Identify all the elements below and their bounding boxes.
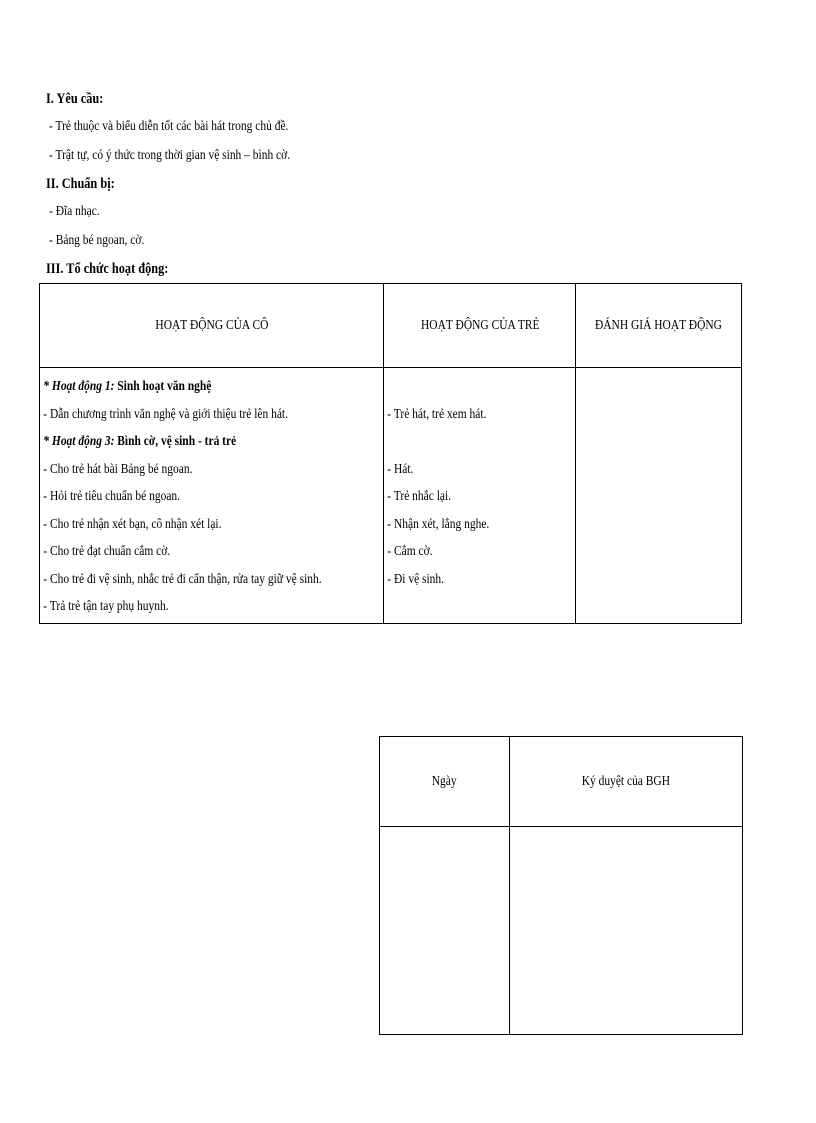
tre-line: - Hát.	[387, 461, 414, 477]
co-line: - Dẫn chương trình văn nghệ và giới thiệu trẻ lên hát.	[43, 406, 288, 422]
yeu-cau-item: - Trật tự, có ý thức trong thời gian vệ sinh – bình cờ.	[49, 148, 291, 163]
co-column	[40, 368, 384, 624]
co-line: - Cho trẻ nhận xét bạn, cô nhận xét lại.	[43, 516, 222, 532]
co-line: * Hoạt động 1: Sinh hoạt văn nghệ	[43, 379, 212, 394]
signature-body-row	[380, 827, 743, 1035]
activity-table-header-row	[40, 284, 742, 368]
chuan-bi-item: - Đĩa nhạc.	[49, 204, 100, 219]
tre-line	[384, 373, 541, 401]
header-ky-duyet: Ký duyệt của BGH	[510, 737, 743, 827]
tre-line: - Đi vệ sinh.	[387, 571, 445, 587]
ngay-cell[interactable]	[380, 827, 510, 1035]
co-line: - Cho trẻ hát bài Bảng bé ngoan.	[43, 461, 193, 477]
section-chuan-bi-title: II. Chuẩn bị:	[46, 176, 115, 192]
co-line: * Hoạt động 3: Bình cờ, vệ sinh - trả trẻ	[43, 434, 237, 449]
activity-table-body-row	[40, 368, 742, 624]
tre-column	[384, 368, 576, 624]
tre-line: - Nhận xét, lắng nghe.	[387, 516, 490, 532]
co-line: - Cho trẻ đi vệ sinh, nhắc trẻ đi cẩn thận, rửa tay giữ vệ sinh.	[43, 571, 322, 587]
tre-line: - Trẻ hát, trẻ xem hát.	[387, 406, 487, 422]
tre-line	[384, 593, 541, 621]
section-to-chuc-title: III. Tổ chức hoạt động:	[46, 261, 169, 277]
co-line: - Hỏi trẻ tiêu chuẩn bé ngoan.	[43, 489, 181, 504]
danh-gia-column	[576, 368, 742, 624]
header-hoat-dong-tre: HOẠT ĐỘNG CỦA TRẺ	[384, 284, 576, 368]
header-ngay: Ngày	[380, 737, 510, 827]
chuan-bi-item: - Bảng bé ngoan, cờ.	[49, 233, 145, 248]
signature-table	[379, 736, 743, 1035]
header-danh-gia: ĐÁNH GIÁ HOẠT ĐỘNG	[576, 284, 742, 368]
tre-line: - Cắm cờ.	[387, 544, 433, 559]
signature-header-row	[380, 737, 743, 827]
tre-line	[384, 428, 541, 456]
co-line: - Cho trẻ đạt chuẩn cắm cờ.	[43, 544, 171, 559]
activity-table	[39, 283, 742, 624]
co-line: - Trả trẻ tận tay phụ huynh.	[43, 599, 169, 614]
tre-line: - Trẻ nhắc lại.	[387, 489, 452, 504]
ky-duyet-cell[interactable]	[510, 827, 743, 1035]
header-hoat-dong-co: HOẠT ĐỘNG CỦA CÔ	[40, 284, 384, 368]
section-yeu-cau-title: I. Yêu cầu:	[46, 91, 104, 107]
yeu-cau-item: - Trẻ thuộc và biểu diễn tốt các bài hát trong chủ đề.	[49, 119, 289, 134]
